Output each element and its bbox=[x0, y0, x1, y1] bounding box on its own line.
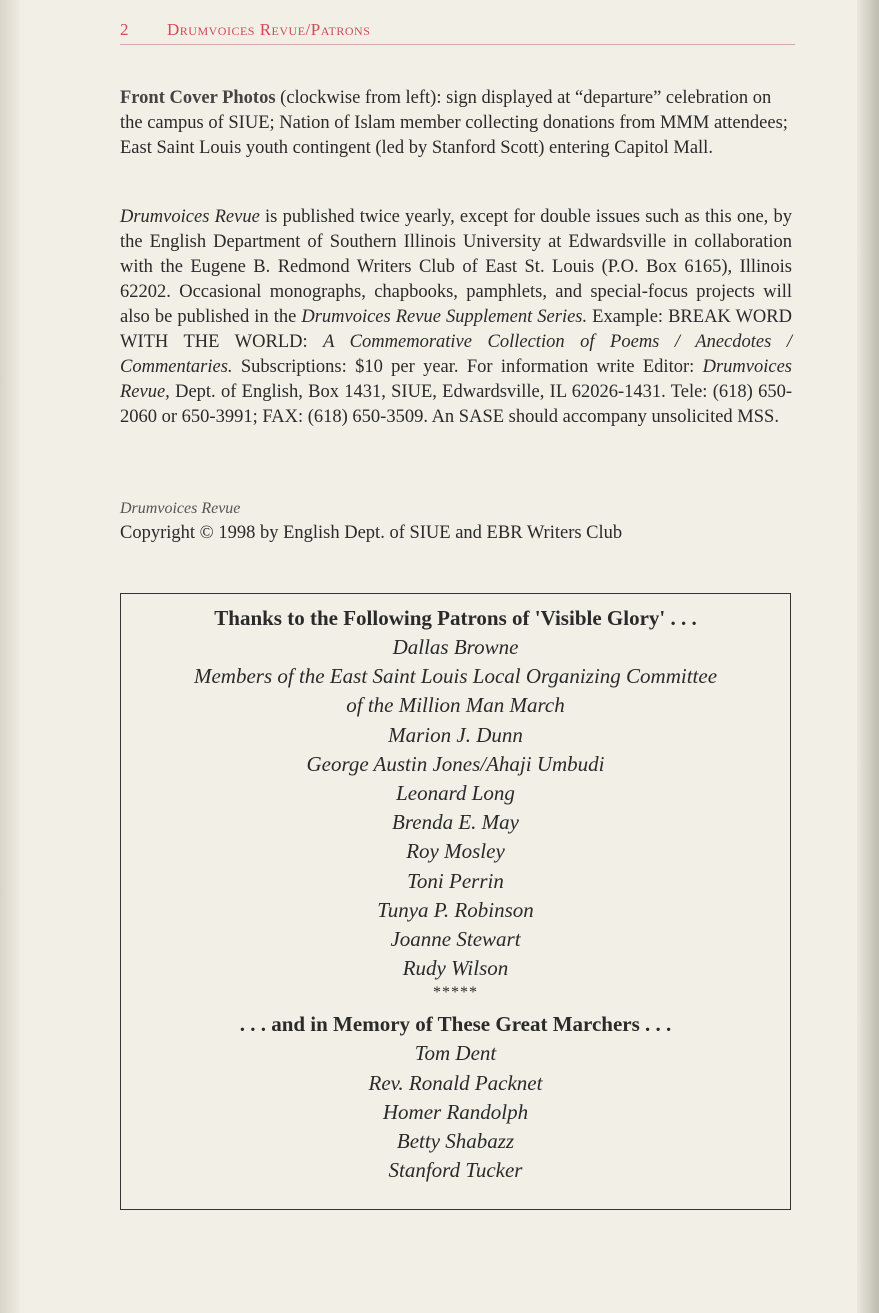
patron-item: Toni Perrin bbox=[407, 868, 504, 893]
patron-item: Dallas Browne bbox=[392, 635, 519, 659]
publication-series: Drumvoices Revue Supplement Series. bbox=[301, 307, 588, 327]
publication-text-1: is published twice yearly, except for double issues such as this one, by the English Department of Southern Illinois University at Edwardsville in collaboration with the Eugene B. Redmond Writers Club of East St. Louis (P.O. Box 6165), Illinois 62202. Occasional monographs, chapbooks, pamphlets, and special-focus projects will also be published in the bbox=[120, 207, 792, 327]
publication-book-subtitle: A Commemorative Collection of Poems / Anecdotes / Commentaries. bbox=[120, 332, 792, 377]
patron-item: Joanne Stewart bbox=[390, 927, 521, 952]
publication-text-3: Subscriptions: $10 per year. For information write Editor: bbox=[232, 357, 703, 377]
patron-item: of the Million Man March bbox=[346, 693, 565, 718]
running-head-title: Drumvoices Revue/Patrons bbox=[167, 20, 371, 39]
patron-item: Roy Mosley bbox=[406, 839, 505, 864]
patron-list bbox=[121, 633, 790, 983]
publication-mag-name: Drumvoices Revue bbox=[120, 207, 260, 227]
patrons-heading: Thanks to the Following Patrons of 'Visible Glory' . . . bbox=[214, 606, 697, 630]
patron-item: George Austin Jones/Ahaji Umbudi bbox=[306, 751, 605, 776]
patron-item: Leonard Long bbox=[396, 781, 515, 806]
publication-text-2: Example: BREAK WORD WITH THE WORLD: bbox=[120, 307, 792, 352]
front-cover-paragraph bbox=[120, 86, 792, 161]
marcher-item: Tom Dent bbox=[414, 1041, 497, 1066]
marcher-item: Homer Randolph bbox=[382, 1099, 529, 1124]
page-edge-right bbox=[857, 0, 879, 1313]
publication-mag-name-2: Drumvoices Revue, bbox=[120, 357, 792, 402]
publication-paragraph bbox=[120, 205, 792, 430]
running-head bbox=[120, 20, 795, 45]
marcher-item: Stanford Tucker bbox=[388, 1158, 523, 1183]
marcher-item: Betty Shabazz bbox=[396, 1129, 515, 1154]
publication-text-4: Dept. of English, Box 1431, SIUE, Edwardsville, IL 62026-1431. Tele: (618) 650-2060 or 650-3991; FAX: (618) 650-3509. An SASE should accompany unsolicited MSS. bbox=[120, 382, 792, 427]
separator-stars: ***** bbox=[433, 984, 478, 1002]
copyright-line: Copyright © 1998 by English Dept. of SIUE and EBR Writers Club bbox=[120, 523, 623, 543]
copyright-block bbox=[120, 496, 792, 546]
patrons-box bbox=[120, 593, 791, 1210]
front-cover-text: (clockwise from left): sign displayed at “departure” celebration on the campus of SIUE; Nation of Islam member collecting donations from MMM attendees; East Saint Louis youth contingent (led by Stanford Scott) entering Capitol Mall. bbox=[120, 88, 788, 158]
marchers-list bbox=[121, 1039, 790, 1185]
page-number: 2 bbox=[120, 20, 129, 39]
page-edge-left bbox=[0, 0, 20, 1313]
copyright-mag-name: Drumvoices Revue bbox=[120, 500, 241, 517]
patron-item: Brenda E. May bbox=[392, 810, 519, 835]
patron-item: Marion J. Dunn bbox=[388, 722, 523, 747]
patron-item: Rudy Wilson bbox=[402, 956, 509, 981]
patron-item: Tunya P. Robinson bbox=[377, 897, 534, 922]
front-cover-label: Front Cover Photos bbox=[120, 88, 276, 108]
patron-item: Members of the East Saint Louis Local Organizing Committee bbox=[193, 664, 718, 689]
memory-heading: . . . and in Memory of These Great Marchers . . . bbox=[239, 1012, 672, 1037]
marcher-item: Rev. Ronald Packnet bbox=[368, 1070, 543, 1095]
